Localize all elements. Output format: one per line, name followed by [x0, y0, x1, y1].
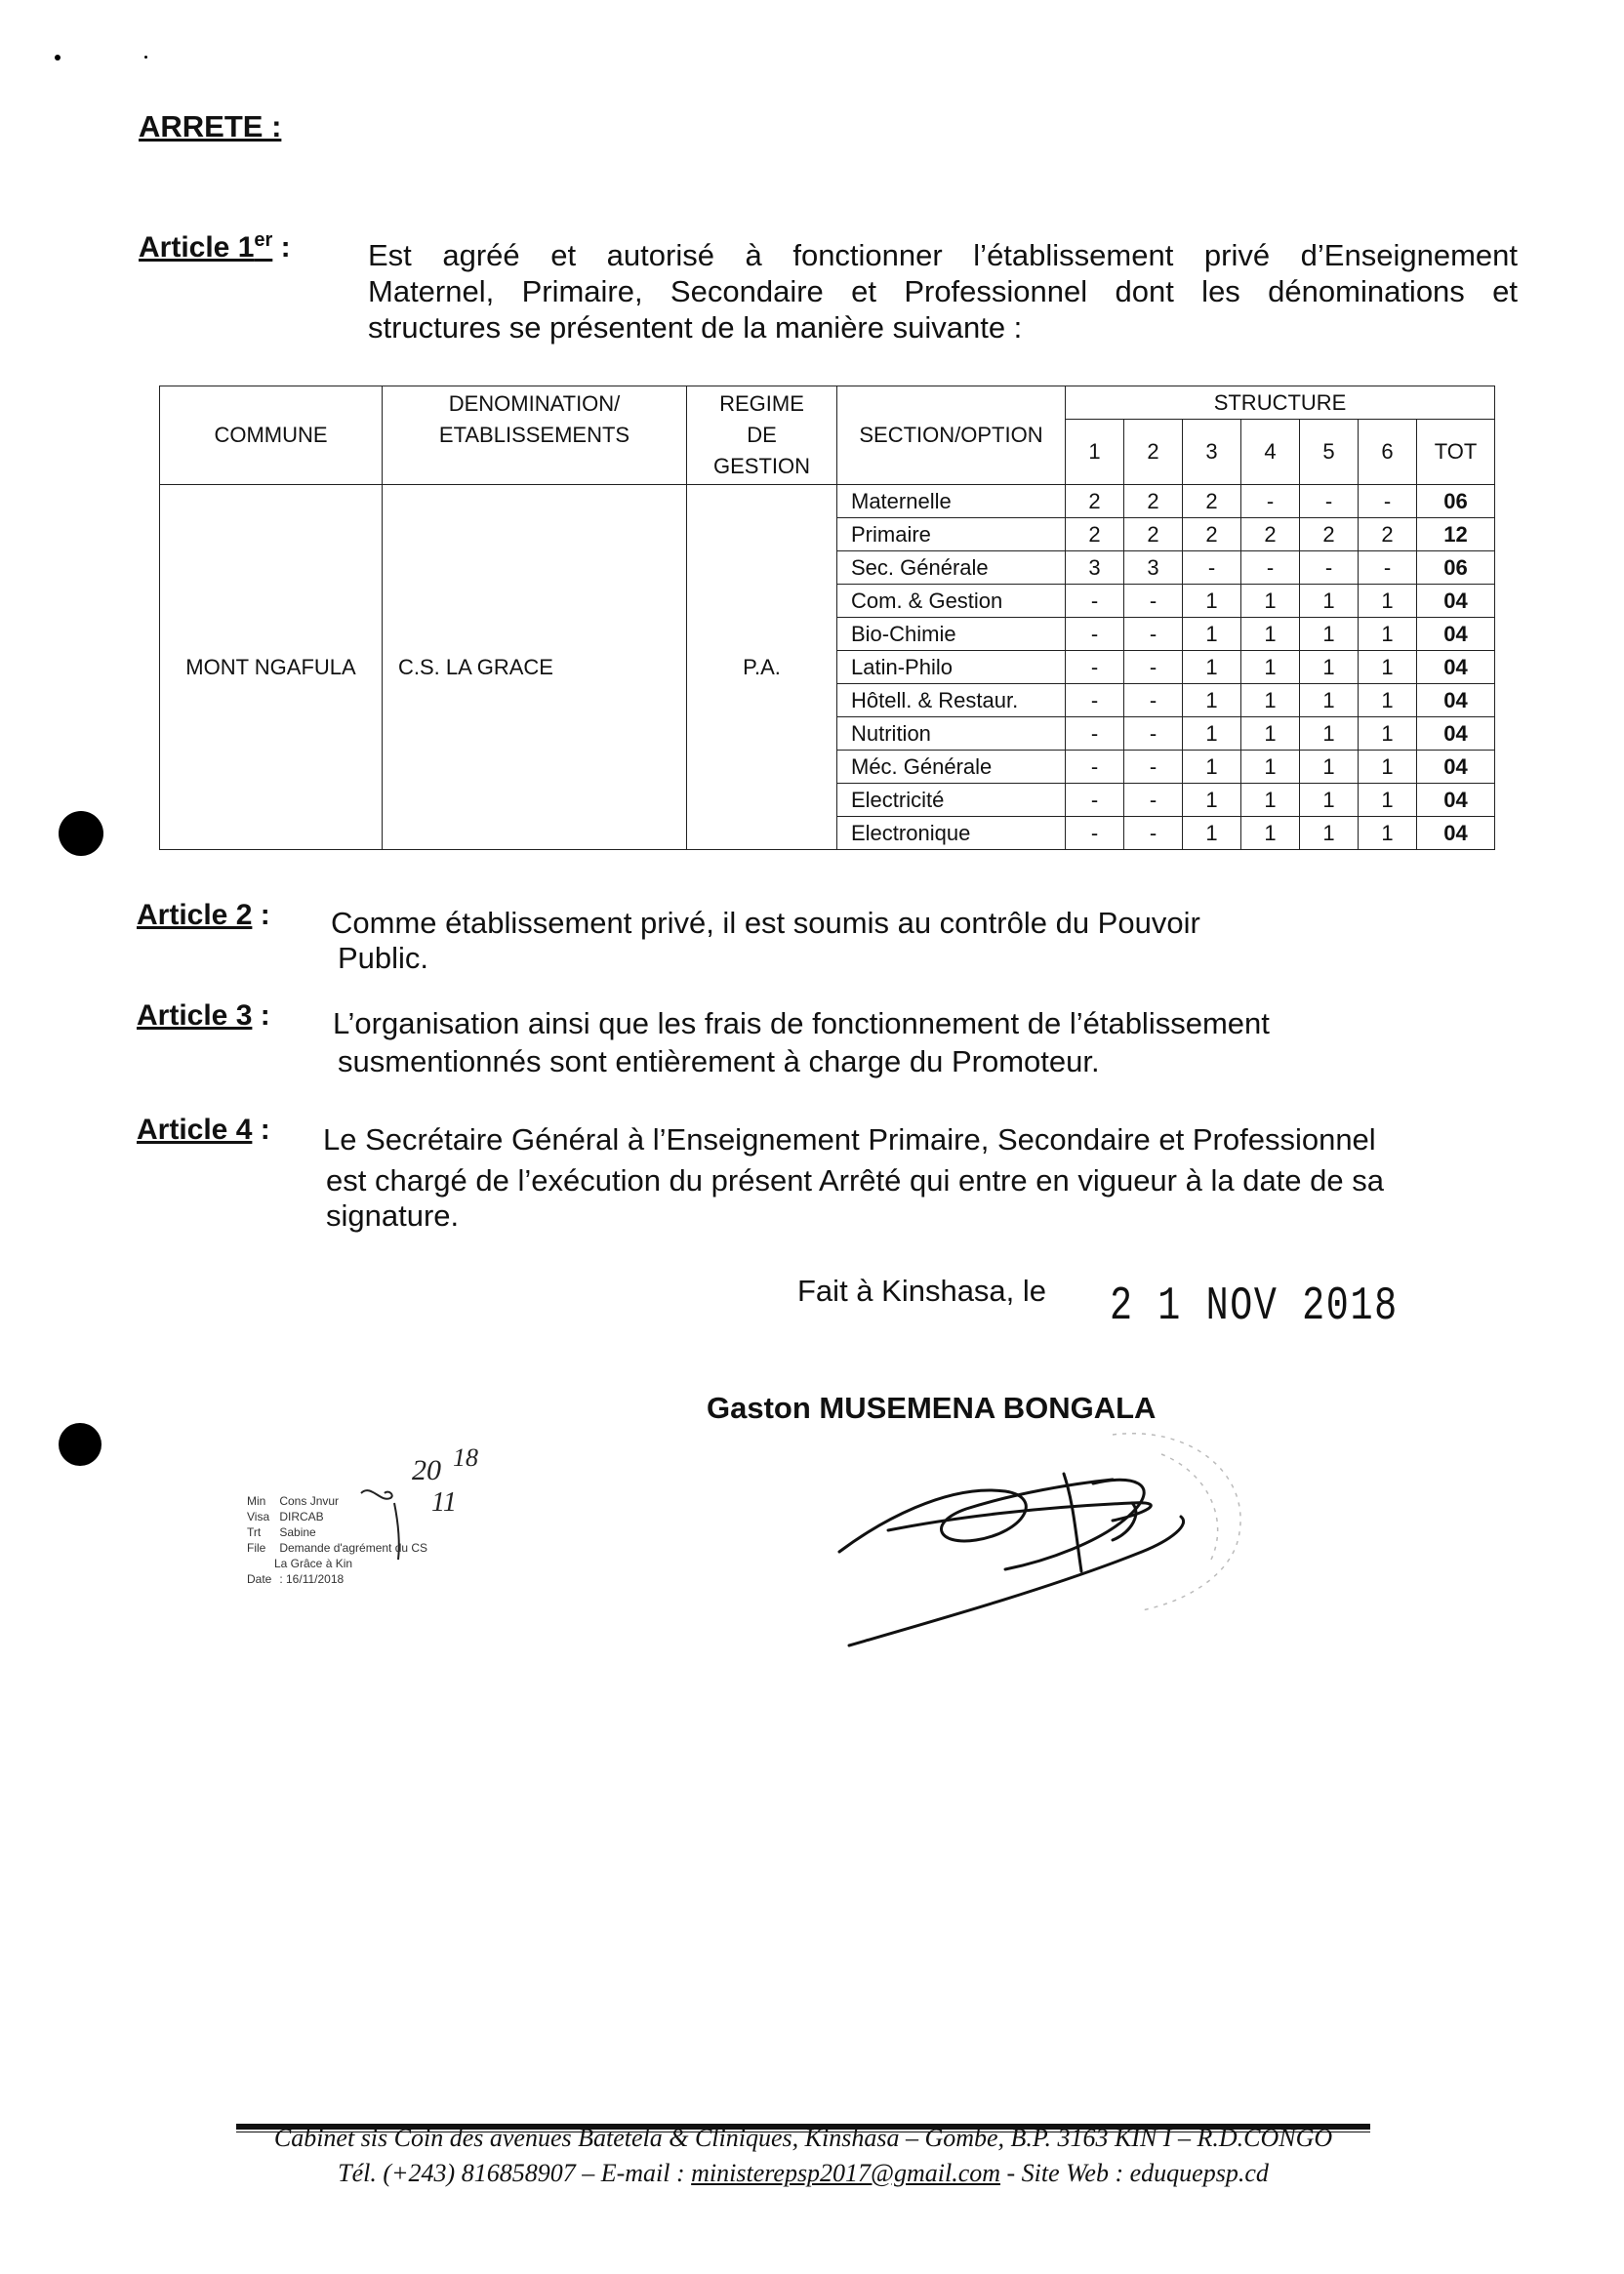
option-cell: Electricité — [837, 784, 1066, 817]
total-cell: 04 — [1417, 751, 1495, 784]
article-3-label: Article 3 : — [137, 999, 270, 1032]
reference-block — [247, 1493, 427, 1587]
ref-line: La Grâce à Kin — [274, 1557, 353, 1570]
year-2-cell: - — [1124, 585, 1183, 618]
year-6-cell: 1 — [1359, 618, 1417, 651]
year-2-cell: - — [1124, 618, 1183, 651]
footer-email-link[interactable]: ministerepsp2017@gmail.com — [691, 2159, 1001, 2187]
option-cell: Primaire — [837, 518, 1066, 551]
structure-table — [159, 386, 1495, 850]
year-6-cell: 1 — [1359, 684, 1417, 717]
year-2-cell: 2 — [1124, 518, 1183, 551]
option-cell: Electronique — [837, 817, 1066, 850]
article-1-text-line-3: structures se présentent de la manière suivante : — [368, 310, 1023, 345]
option-cell: Bio-Chimie — [837, 618, 1066, 651]
scan-speck — [55, 55, 61, 61]
option-cell: Sec. Générale — [837, 551, 1066, 585]
option-cell: Latin-Philo — [837, 651, 1066, 684]
year-2-cell: - — [1124, 684, 1183, 717]
total-cell: 06 — [1417, 551, 1495, 585]
date-stamp: 2 1 NOV 2018 — [1110, 1280, 1399, 1333]
punch-hole-bottom — [59, 1423, 102, 1466]
year-3-cell: 1 — [1183, 817, 1241, 850]
year-5-cell: 1 — [1300, 817, 1359, 850]
year-1-cell: - — [1066, 684, 1124, 717]
year-5-cell: 1 — [1300, 618, 1359, 651]
year-1-cell: - — [1066, 784, 1124, 817]
footer-contacts: Tél. (+243) 816858907 – E-mail : ministerepsp2017@gmail.com - Site Web : eduquepsp.cd — [338, 2159, 1269, 2187]
year-6-cell: 1 — [1359, 751, 1417, 784]
year-2-cell: - — [1124, 717, 1183, 751]
article-1-label: Article 1er : — [139, 229, 291, 264]
table-row — [160, 485, 1495, 518]
regime-cell: P.A. — [687, 485, 837, 850]
year-6-cell: 1 — [1359, 784, 1417, 817]
article-4-text-line-1: Le Secrétaire Général à l’Enseignement Primaire, Secondaire et Professionnel — [323, 1122, 1376, 1157]
year-3-cell: 1 — [1183, 651, 1241, 684]
option-cell: Maternelle — [837, 485, 1066, 518]
footer-address: Cabinet sis Coin des avenues Batetela & Cliniques, Kinshasa – Gombe, B.P. 3163 KIN I – R.D.CONGO — [273, 2124, 1333, 2152]
article-1-text-line-1: Est agréé et autorisé à fonctionner l’établissement privé d’Enseignement — [368, 238, 1518, 272]
year-2-cell: 3 — [1124, 551, 1183, 585]
year-2-cell: - — [1124, 784, 1183, 817]
ref-line: File Demande d'agrément du CS — [247, 1541, 428, 1555]
year-5-cell: - — [1300, 551, 1359, 585]
col-header-year-6: 6 — [1359, 420, 1417, 485]
ref-line: Visa DIRCAB — [247, 1510, 324, 1523]
article-2-label: Article 2 : — [137, 899, 270, 931]
year-4-cell: 1 — [1241, 717, 1300, 751]
handwritten-year: 18 — [453, 1444, 478, 1472]
year-3-cell: 1 — [1183, 618, 1241, 651]
year-5-cell: - — [1300, 485, 1359, 518]
col-header-year-5: 5 — [1300, 420, 1359, 485]
year-1-cell: - — [1066, 817, 1124, 850]
total-cell: 04 — [1417, 684, 1495, 717]
total-cell: 04 — [1417, 817, 1495, 850]
article-4-text-line-2: est chargé de l’exécution du présent Arrêté qui entre en vigueur à la date de sa — [326, 1163, 1384, 1198]
col-header-year-2: 2 — [1124, 420, 1183, 485]
year-5-cell: 1 — [1300, 585, 1359, 618]
option-cell: Nutrition — [837, 717, 1066, 751]
year-1-cell: 3 — [1066, 551, 1124, 585]
total-cell: 06 — [1417, 485, 1495, 518]
ref-line: Date : 16/11/2018 — [247, 1572, 345, 1586]
total-cell: 04 — [1417, 717, 1495, 751]
year-6-cell: - — [1359, 485, 1417, 518]
year-4-cell: 1 — [1241, 651, 1300, 684]
col-header-year-1: 1 — [1066, 420, 1124, 485]
year-2-cell: - — [1124, 751, 1183, 784]
denomination-cell: C.S. LA GRACE — [383, 485, 687, 850]
col-header-year-3: 3 — [1183, 420, 1241, 485]
year-3-cell: 2 — [1183, 485, 1241, 518]
year-1-cell: - — [1066, 717, 1124, 751]
year-1-cell: - — [1066, 618, 1124, 651]
year-3-cell: 1 — [1183, 751, 1241, 784]
ref-line: Min Cons Jnvur — [247, 1494, 340, 1508]
year-4-cell: 1 — [1241, 684, 1300, 717]
signer-name: Gaston MUSEMENA BONGALA — [707, 1391, 1157, 1425]
handwritten-month: 11 — [431, 1487, 457, 1518]
year-6-cell: 1 — [1359, 651, 1417, 684]
year-6-cell: 1 — [1359, 717, 1417, 751]
article-4-text-line-3: signature. — [326, 1198, 460, 1233]
option-cell: Hôtell. & Restaur. — [837, 684, 1066, 717]
scan-speck — [144, 56, 147, 59]
col-header-tot: TOT — [1417, 420, 1495, 485]
article-2-text-line-2: Public. — [338, 941, 429, 975]
article-2-text-line-1: Comme établissement privé, il est soumis au contrôle du Pouvoir — [331, 906, 1200, 940]
article-3-text-line-1: L’organisation ainsi que les frais de fonctionnement de l’établissement — [333, 1006, 1270, 1040]
col-header-regime: REGIME DE GESTION — [687, 386, 837, 485]
year-1-cell: - — [1066, 751, 1124, 784]
year-4-cell: 1 — [1241, 817, 1300, 850]
year-5-cell: 1 — [1300, 717, 1359, 751]
total-cell: 04 — [1417, 784, 1495, 817]
year-3-cell: 1 — [1183, 717, 1241, 751]
year-4-cell: 2 — [1241, 518, 1300, 551]
option-cell: Méc. Générale — [837, 751, 1066, 784]
year-4-cell: 1 — [1241, 784, 1300, 817]
year-3-cell: 1 — [1183, 585, 1241, 618]
total-cell: 04 — [1417, 618, 1495, 651]
option-cell: Com. & Gestion — [837, 585, 1066, 618]
year-6-cell: 1 — [1359, 585, 1417, 618]
year-5-cell: 2 — [1300, 518, 1359, 551]
year-2-cell: 2 — [1124, 485, 1183, 518]
closing-place: Fait à Kinshasa, le — [797, 1274, 1047, 1308]
ref-line: Trt Sabine — [247, 1525, 316, 1539]
commune-cell: MONT NGAFULA — [160, 485, 383, 850]
handwritten-signature — [820, 1415, 1366, 1669]
year-3-cell: - — [1183, 551, 1241, 585]
col-header-denomination: DENOMINATION/ ETABLISSEMENTS — [383, 386, 687, 485]
year-2-cell: - — [1124, 651, 1183, 684]
year-1-cell: 2 — [1066, 518, 1124, 551]
year-1-cell: 2 — [1066, 485, 1124, 518]
col-header-year-4: 4 — [1241, 420, 1300, 485]
total-cell: 12 — [1417, 518, 1495, 551]
year-2-cell: - — [1124, 817, 1183, 850]
year-1-cell: - — [1066, 651, 1124, 684]
year-1-cell: - — [1066, 585, 1124, 618]
handwritten-day: 20 — [412, 1454, 441, 1486]
year-5-cell: 1 — [1300, 651, 1359, 684]
year-3-cell: 1 — [1183, 784, 1241, 817]
year-3-cell: 1 — [1183, 684, 1241, 717]
total-cell: 04 — [1417, 585, 1495, 618]
col-header-section: SECTION/OPTION — [837, 386, 1066, 485]
article-4-label: Article 4 : — [137, 1114, 270, 1146]
year-4-cell: 1 — [1241, 618, 1300, 651]
year-6-cell: 1 — [1359, 817, 1417, 850]
year-5-cell: 1 — [1300, 684, 1359, 717]
year-5-cell: 1 — [1300, 784, 1359, 817]
page-heading: ARRETE : — [139, 109, 282, 143]
total-cell: 04 — [1417, 651, 1495, 684]
year-4-cell: - — [1241, 485, 1300, 518]
year-6-cell: - — [1359, 551, 1417, 585]
year-6-cell: 2 — [1359, 518, 1417, 551]
col-header-commune: COMMUNE — [160, 386, 383, 485]
article-3-text-line-2: susmentionnés sont entièrement à charge du Promoteur. — [338, 1044, 1100, 1078]
year-3-cell: 2 — [1183, 518, 1241, 551]
punch-hole-top — [59, 811, 103, 856]
year-4-cell: 1 — [1241, 751, 1300, 784]
year-4-cell: - — [1241, 551, 1300, 585]
article-1-text-line-2: Maternel, Primaire, Secondaire et Professionnel dont les dénominations et — [368, 274, 1518, 308]
year-4-cell: 1 — [1241, 585, 1300, 618]
year-5-cell: 1 — [1300, 751, 1359, 784]
col-header-structure: STRUCTURE — [1066, 386, 1495, 420]
